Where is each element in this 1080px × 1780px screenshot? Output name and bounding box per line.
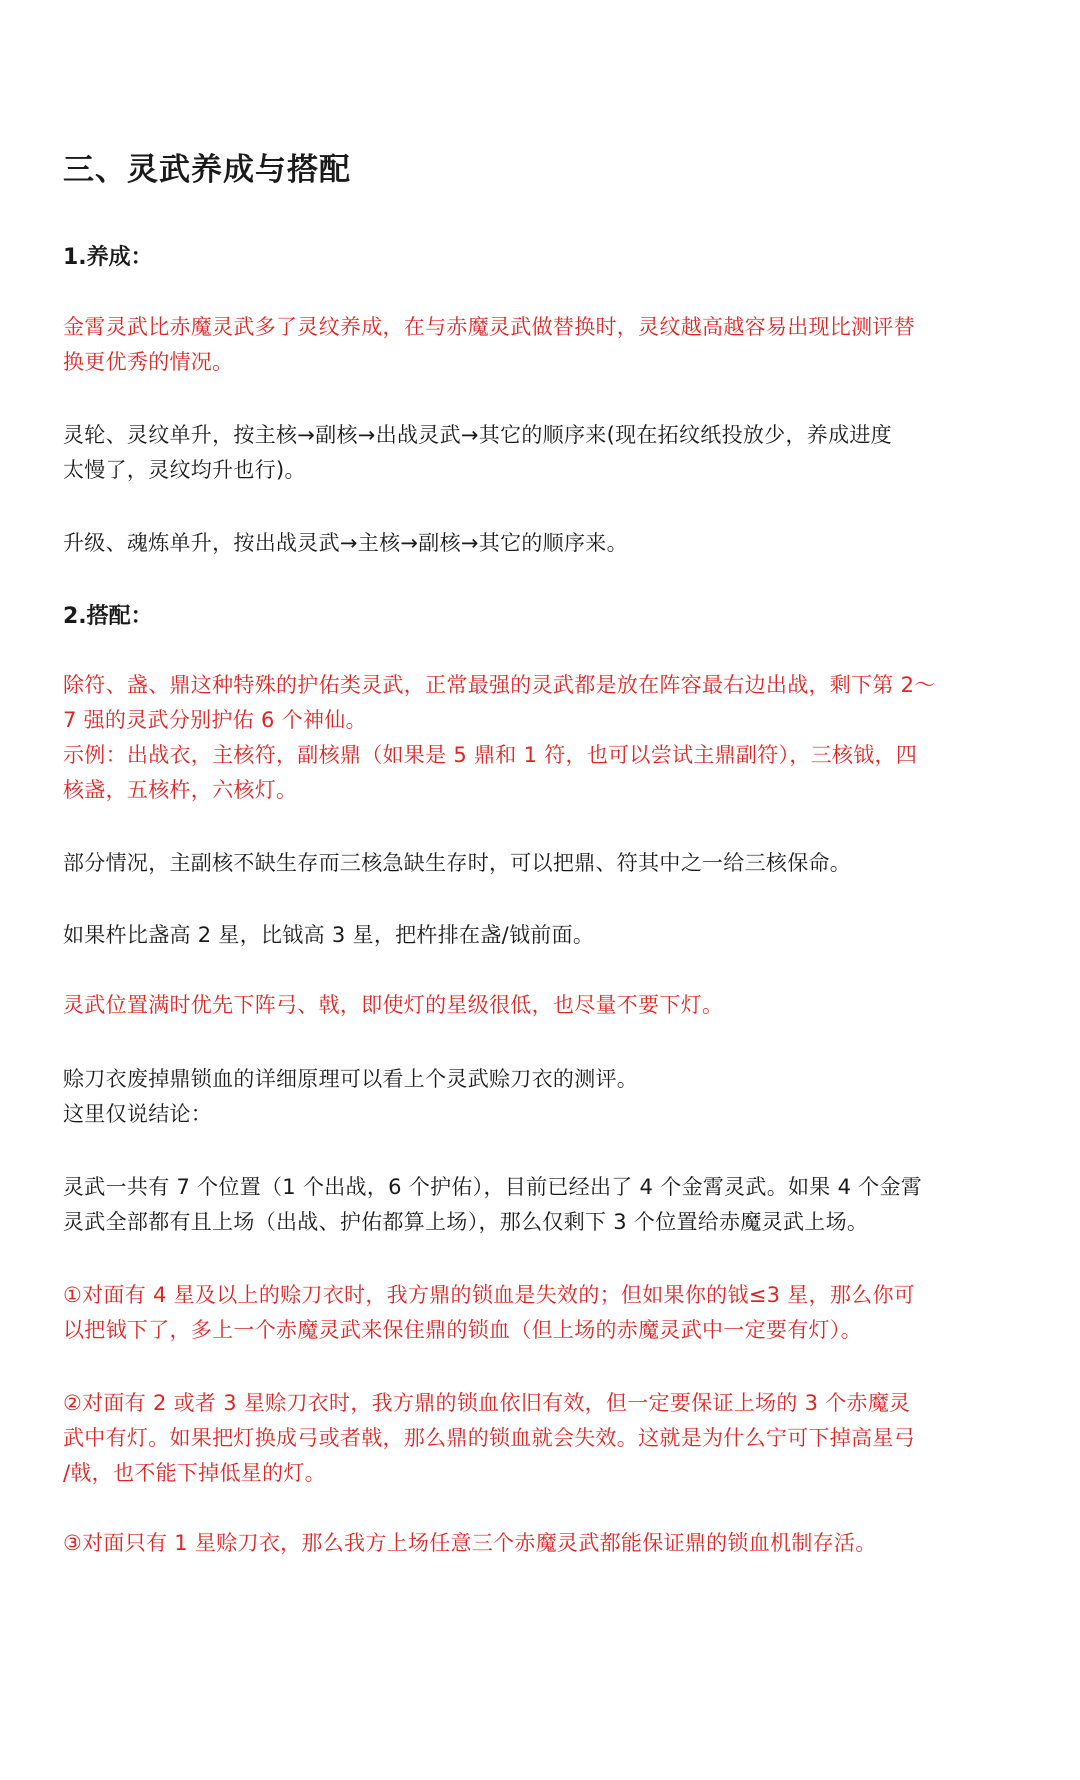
text-line: 如果杵比盏高 2 星，比钺高 3 星，把杵排在盏/钺前面。 bbox=[63, 923, 595, 947]
text-line: 核盏，五核杵，六核灯。 bbox=[63, 778, 298, 802]
text-line: 升级、魂炼单升，按出战灵武→主核→副核→其它的顺序来。 bbox=[63, 531, 628, 555]
pairing-paragraph-8 bbox=[63, 1278, 1023, 1348]
cultivation-paragraph-2 bbox=[63, 418, 1023, 488]
text-line: 金霄灵武比赤魔灵武多了灵纹养成，在与赤魔灵武做替换时，灵纹越高越容易出现比测评替 bbox=[63, 315, 915, 339]
pairing-paragraph-3 bbox=[63, 846, 1023, 881]
pairing-paragraph-1 bbox=[63, 668, 1023, 738]
text-line: 灵武位置满时优先下阵弓、戟，即使灯的星级很低，也尽量不要下灯。 bbox=[63, 993, 724, 1017]
text-line: 灵武全部都有且上场（出战、护佑都算上场），那么仅剩下 3 个位置给赤魔灵武上场。 bbox=[63, 1210, 869, 1234]
text-line: 灵武一共有 7 个位置（1 个出战，6 个护佑），目前已经出了 4 个金霄灵武。如果 4 个金霄 bbox=[63, 1175, 923, 1199]
section-title: 三、灵武养成与搭配 bbox=[63, 152, 351, 188]
pairing-paragraph-2 bbox=[63, 738, 1023, 808]
text-line: ③对面只有 1 星赊刀衣，那么我方上场任意三个赤魔灵武都能保证鼎的锁血机制存活。 bbox=[63, 1531, 877, 1555]
cultivation-heading: 1.养成： bbox=[63, 245, 153, 270]
text-line: 示例：出战衣，主核符，副核鼎（如果是 5 鼎和 1 符，也可以尝试主鼎副符），三核钺，四 bbox=[63, 743, 918, 767]
text-line: 赊刀衣废掉鼎锁血的详细原理可以看上个灵武赊刀衣的测评。 bbox=[63, 1067, 639, 1091]
text-line: ①对面有 4 星及以上的赊刀衣时，我方鼎的锁血是失效的；但如果你的钺≤3 星，那么你可 bbox=[63, 1283, 916, 1307]
text-line: ②对面有 2 或者 3 星赊刀衣时，我方鼎的锁血依旧有效，但一定要保证上场的 3 个赤魔灵 bbox=[63, 1391, 911, 1415]
text-line: 部分情况，主副核不缺生存而三核急缺生存时，可以把鼎、符其中之一给三核保命。 bbox=[63, 851, 852, 875]
text-line: 这里仅说结论： bbox=[63, 1102, 213, 1126]
pairing-heading: 2.搭配： bbox=[63, 604, 153, 629]
pairing-paragraph-4 bbox=[63, 918, 1023, 953]
text-line: 换更优秀的情况。 bbox=[63, 350, 234, 374]
pairing-paragraph-5 bbox=[63, 988, 1023, 1023]
cultivation-paragraph-3 bbox=[63, 526, 1023, 561]
pairing-paragraph-10 bbox=[63, 1526, 1023, 1561]
text-line: 太慢了，灵纹均升也行)。 bbox=[63, 458, 306, 482]
pairing-paragraph-6 bbox=[63, 1062, 1023, 1132]
text-line: 武中有灯。如果把灯换成弓或者戟，那么鼎的锁血就会失效。这就是为什么宁可下掉高星弓 bbox=[63, 1426, 915, 1450]
pairing-paragraph-9 bbox=[63, 1386, 1023, 1491]
cultivation-paragraph-1 bbox=[63, 310, 1023, 380]
pairing-paragraph-7 bbox=[63, 1170, 1023, 1240]
text-line: 灵轮、灵纹单升，按主核→副核→出战灵武→其它的顺序来(现在拓纹纸投放少，养成进度 bbox=[63, 423, 892, 447]
text-line: 7 强的灵武分别护佑 6 个神仙。 bbox=[63, 708, 367, 732]
text-line: /戟，也不能下掉低星的灯。 bbox=[63, 1461, 326, 1485]
text-line: 除符、盏、鼎这种特殊的护佑类灵武，正常最强的灵武都是放在阵容最右边出战，剩下第 2～ bbox=[63, 673, 936, 697]
text-line: 以把钺下了，多上一个赤魔灵武来保住鼎的锁血（但上场的赤魔灵武中一定要有灯）。 bbox=[63, 1318, 862, 1342]
